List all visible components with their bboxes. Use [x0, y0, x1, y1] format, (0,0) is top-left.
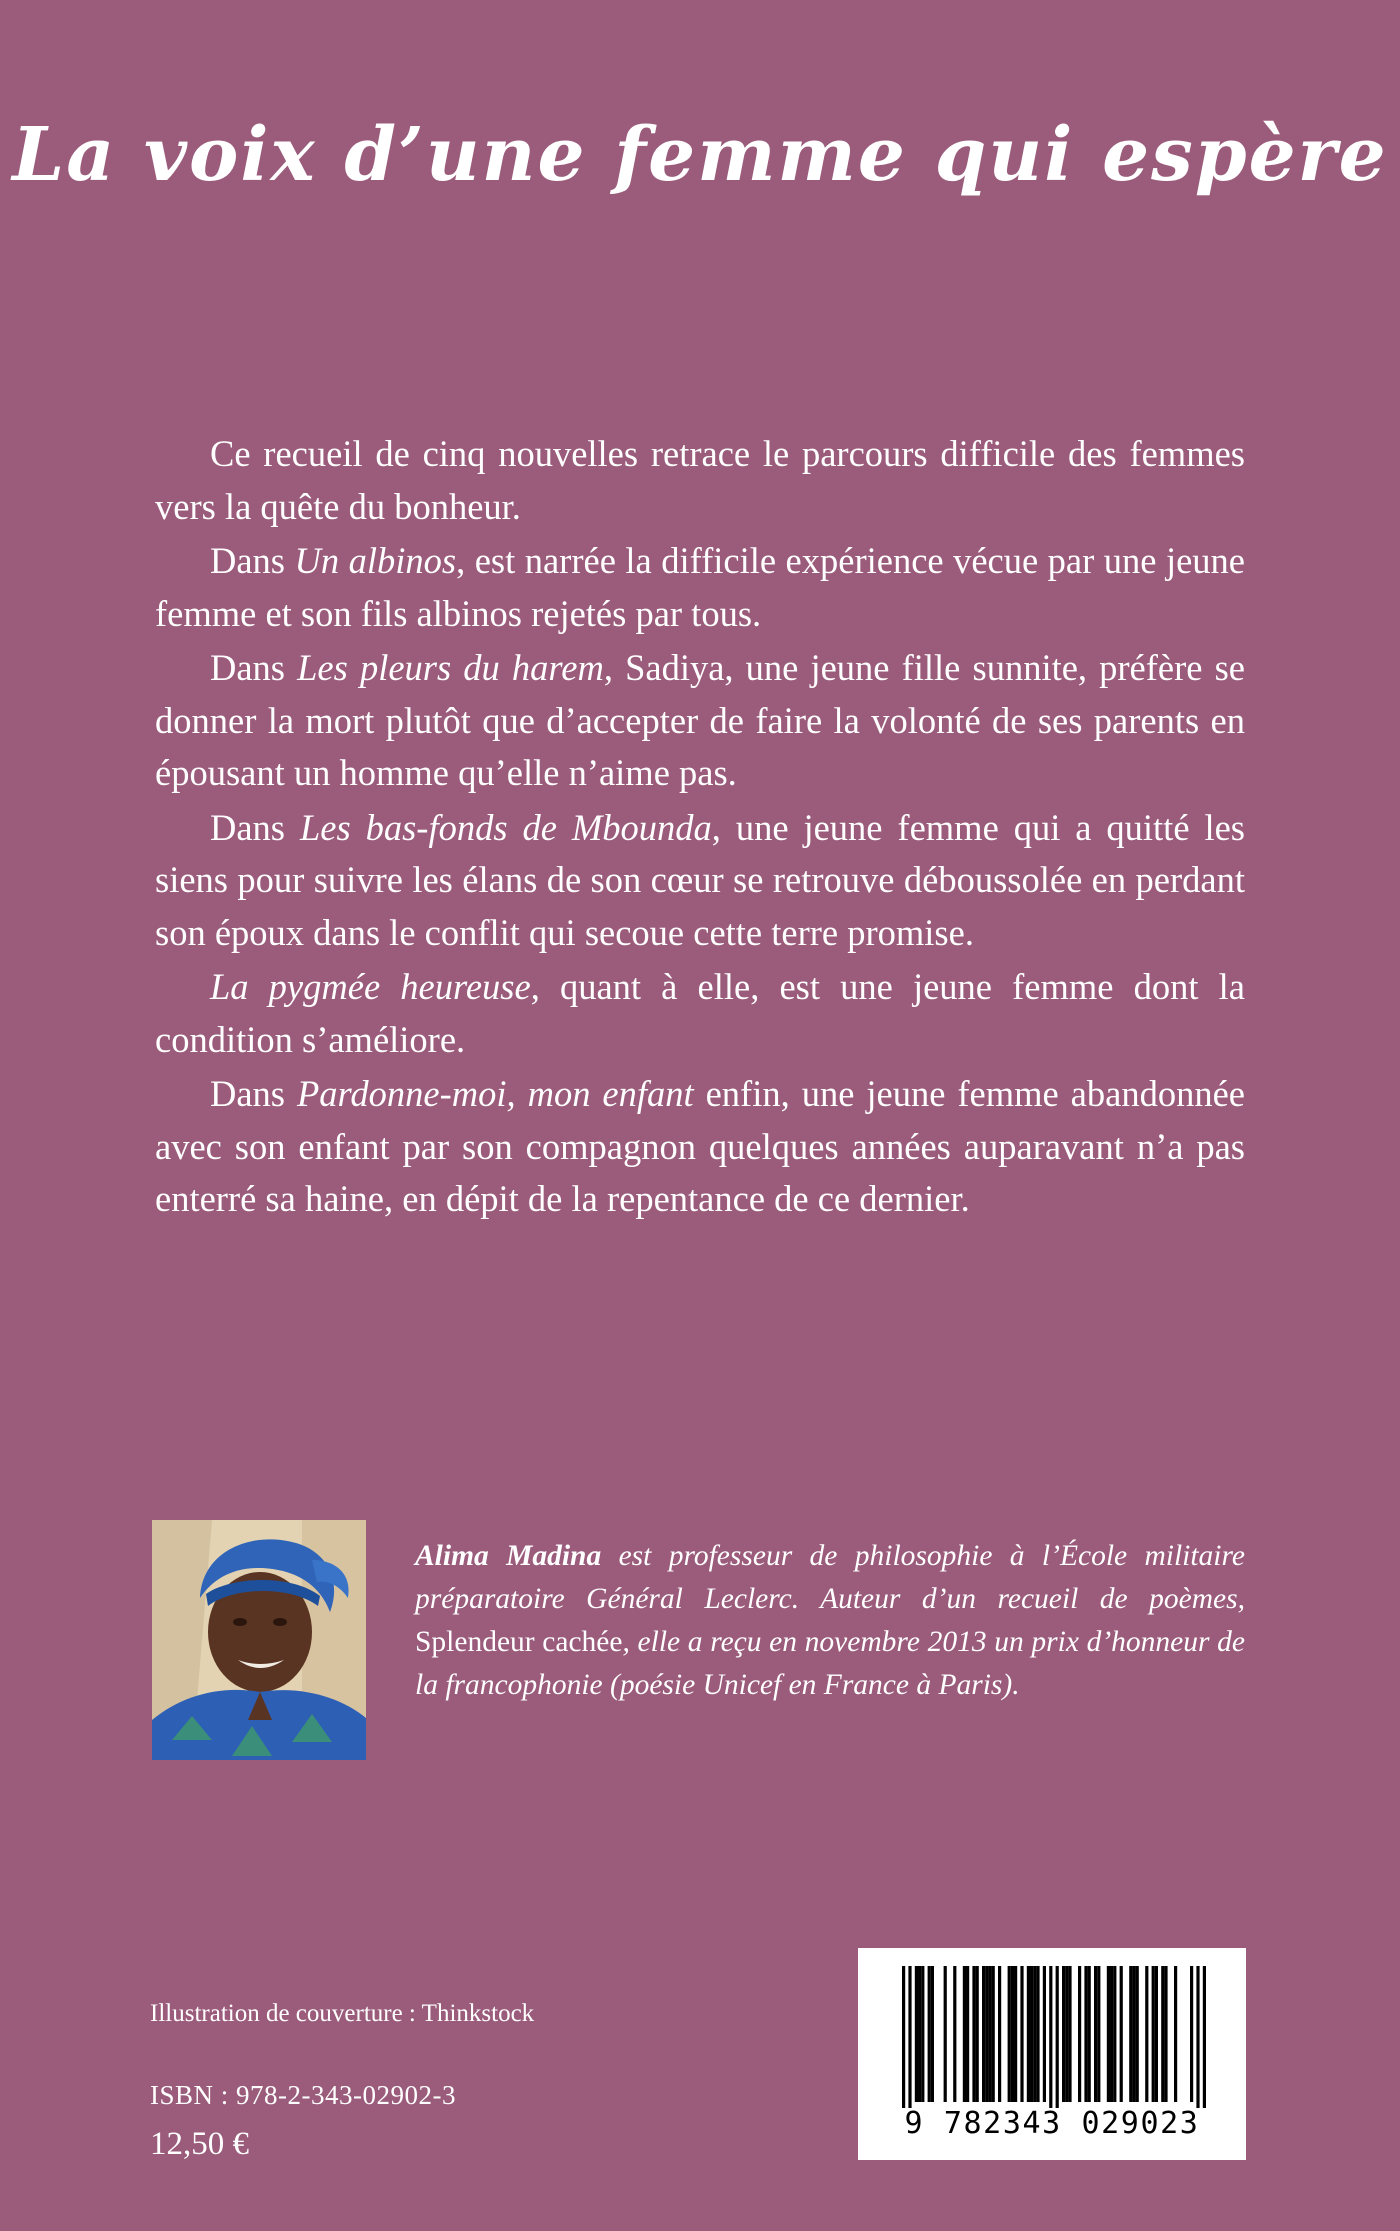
barcode-bar: [1152, 1966, 1155, 2102]
barcode-bar: [1030, 1966, 1033, 2102]
barcode-bar: [1014, 1966, 1017, 2102]
story-title: Les bas-fonds de Mbounda: [299, 806, 712, 848]
book-title: La voix d’une femme qui espère: [12, 112, 1388, 198]
barcode-bar: [1107, 1966, 1110, 2102]
barcode-bar: [953, 1966, 956, 2102]
author-photo: [152, 1520, 366, 1760]
barcode-bar: [1136, 1966, 1139, 2102]
barcode-bar: [908, 1966, 911, 2108]
barcode-bar: [1011, 1966, 1014, 2102]
barcode-bar: [915, 1966, 918, 2102]
barcode-bar: [998, 1966, 1001, 2102]
barcode-bar: [966, 1966, 969, 2102]
barcode-bar: [982, 1966, 985, 2102]
barcode-bar: [1120, 1966, 1123, 2102]
barcode-bar: [944, 1966, 947, 2102]
author-bio: [415, 1535, 1245, 1707]
barcode-bar: [1129, 1966, 1132, 2102]
barcode: [858, 1948, 1246, 2160]
barcode-bar: [1008, 1966, 1011, 2102]
author-portrait-illustration: [152, 1520, 366, 1760]
barcode-bar: [1062, 1966, 1065, 2102]
barcode-bar: [1145, 1966, 1148, 2102]
story-title: Les pleurs du harem: [297, 647, 604, 688]
blurb-paragraph: [155, 961, 1245, 1066]
barcode-bar: [972, 1966, 975, 2102]
cover-illustration-credit: Illustration de couverture : Thinkstock: [150, 2000, 535, 2027]
barcode-bar: [1196, 1966, 1199, 2108]
barcode-bar: [985, 1966, 988, 2102]
barcode-bar: [992, 1966, 995, 2102]
blurb-paragraph: [155, 802, 1245, 960]
barcode-bar: [1097, 1966, 1100, 2102]
barcode-bar: [1164, 1966, 1167, 2102]
barcode-bar: [1203, 1966, 1206, 2108]
blurb-text: Dans: [210, 647, 298, 688]
barcode-bar: [1110, 1966, 1113, 2102]
barcode-bar: [1161, 1966, 1164, 2102]
barcode-bar: [1190, 1966, 1193, 2102]
barcode-bar: [1084, 1966, 1087, 2102]
blurb-text: Dans: [210, 540, 295, 581]
author-bio-text: , elle a reçu en novembre 2013 un prix d’honneur de la francophonie (poésie Unicef en France à Paris).: [415, 1626, 1245, 1701]
barcode-bar: [1174, 1966, 1177, 2102]
blurb-paragraph: [155, 428, 1245, 533]
barcode-bar: [1088, 1966, 1091, 2102]
blurb-paragraph: [155, 642, 1245, 800]
barcode-bar: [1155, 1966, 1158, 2102]
back-cover-blurb: [155, 428, 1245, 1228]
barcode-bar: [1113, 1966, 1116, 2102]
blurb-text: Ce recueil de cinq nouvelles retrace le parcours difficile des femmes vers la quête du bonheur.: [155, 433, 1245, 527]
barcode-bar: [976, 1966, 979, 2102]
barcode-bar: [1056, 1966, 1059, 2108]
barcode-bar: [1094, 1966, 1097, 2102]
barcode-bar: [1065, 1966, 1068, 2102]
author-bio-text: est professeur de philosophie à l’École militaire préparatoire Général Leclerc. Auteur d’un recueil de poèmes,: [415, 1540, 1245, 1615]
barcode-bar: [1049, 1966, 1052, 2108]
barcode-bar: [1078, 1966, 1081, 2102]
barcode-bar: [931, 1966, 934, 2102]
barcode-bar: [1020, 1966, 1023, 2102]
barcode-bar: [1036, 1966, 1039, 2102]
author-book-title: Splendeur cachée: [415, 1626, 623, 1658]
blurb-text: Dans: [210, 1073, 297, 1114]
barcode-bars: [858, 1948, 1246, 2108]
blurb-paragraph: [155, 1068, 1245, 1226]
story-title: La pygmée heureuse: [210, 966, 531, 1007]
barcode-digits: 9 782343 029023: [904, 2106, 1200, 2141]
blurb-text: , Sadiya, une jeune fille sunnite, préfère se donner la mort plutôt que d’accepter de faire la volonté de ses parents en épousant un homme qu’elle n’aime pas.: [155, 647, 1245, 793]
barcode-bar: [1043, 1966, 1046, 2102]
barcode-bar: [1033, 1966, 1036, 2102]
blurb-text: Dans: [210, 806, 300, 848]
story-title: Pardonne-moi, mon enfant: [296, 1073, 694, 1114]
price: 12,50 €: [150, 2126, 249, 2162]
blurb-text: , une jeune femme qui a quitté les siens pour suivre les élans de son cœur se retrouve déboussolée en perdant son époux dans le conflit qui secoue cette terre promise.: [155, 806, 1246, 953]
barcode-bar: [928, 1966, 931, 2102]
blurb-text: , est narrée la difficile expérience vécue par une jeune femme et son fils albinos rejetés par tous.: [155, 540, 1245, 634]
blurb-text: enfin, une jeune femme abandonnée avec son enfant par son compagnon quelques années auparavant n’a pas enterré sa haine, en dépit de la repentance de ce dernier.: [155, 1073, 1245, 1219]
barcode-bar: [902, 1966, 905, 2108]
story-title: Un albinos: [294, 540, 457, 581]
barcode-bar: [918, 1966, 921, 2102]
blurb-paragraph: [155, 535, 1245, 640]
barcode-bar: [1068, 1966, 1071, 2102]
barcode-bar: [1132, 1966, 1135, 2102]
blurb-text: , quant à elle, est une jeune femme dont la condition s’améliore.: [155, 966, 1245, 1060]
barcode-bar: [1027, 1966, 1030, 2102]
barcode-bar: [963, 1966, 966, 2102]
barcode-bar: [921, 1966, 924, 2102]
author-name: Alima Madina: [415, 1540, 602, 1572]
barcode-bar: [988, 1966, 991, 2102]
isbn: ISBN : 978-2-343-02902-3: [150, 2080, 456, 2110]
